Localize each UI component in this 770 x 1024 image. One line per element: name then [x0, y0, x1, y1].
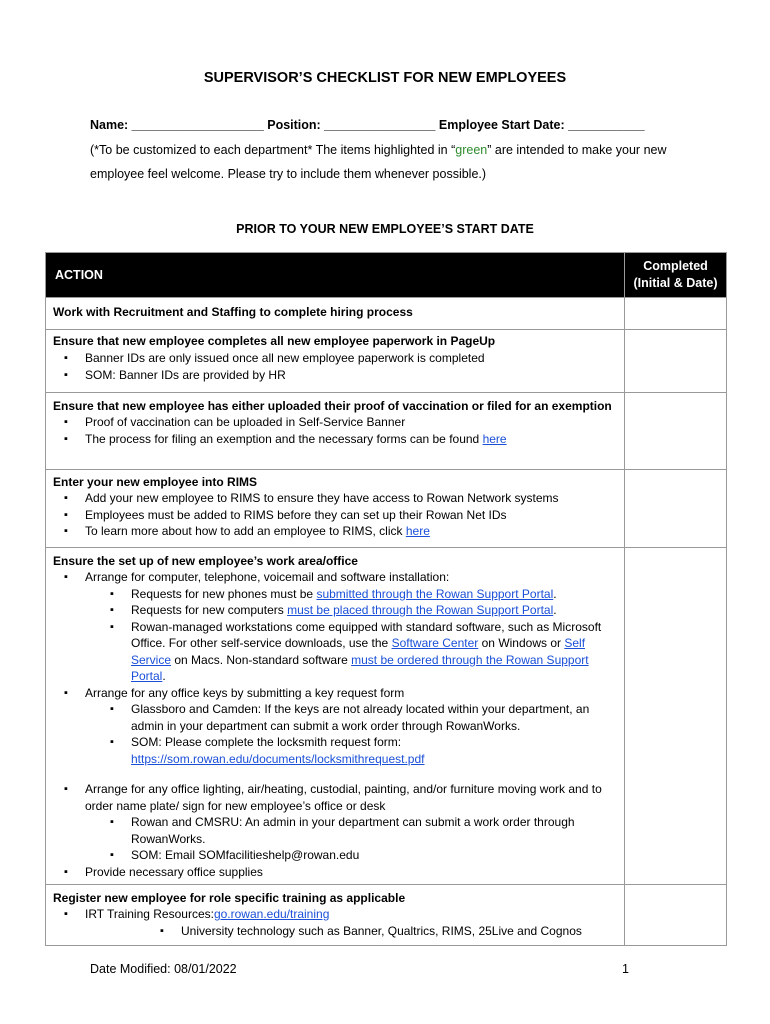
- completed-header-line2: (Initial & Date): [633, 276, 718, 290]
- office-keys-text: Arrange for any office keys by submitting a key request form: [85, 685, 405, 700]
- list-item: ▪ University technology such as Banner, Qualtrics, RIMS, 25Live and Cognos: [85, 923, 617, 940]
- checklist-table: [45, 252, 727, 946]
- list-item: [85, 586, 617, 603]
- completed-cell[interactable]: [625, 393, 727, 470]
- row-title-rims: Enter your new employee into RIMS: [53, 475, 258, 489]
- table-row: [46, 298, 727, 330]
- list-item: ▪ Provide necessary office supplies: [53, 864, 617, 881]
- row-title-training: Register new employee for role specific training as applicable: [53, 891, 406, 905]
- list-item: ▪ Add your new employee to RIMS to ensure they have access to Rowan Network systems: [53, 490, 617, 507]
- action-column-header: ACTION: [46, 253, 625, 298]
- completed-cell[interactable]: [625, 885, 727, 946]
- row-title-paperwork: Ensure that new employee completes all new employee paperwork in PageUp: [53, 334, 496, 348]
- completed-cell[interactable]: [625, 470, 727, 548]
- list-item: [53, 781, 617, 864]
- software-install-text: Arrange for computer, telephone, voicemail and software installation:: [85, 570, 450, 584]
- locksmith-text: SOM: Please complete the locksmith request form:: [131, 735, 402, 749]
- list-item: [53, 569, 617, 685]
- list-item: ▪ Rowan and CMSRU: An admin in your department can submit a work order through RowanWorks.: [85, 814, 617, 847]
- period: .: [162, 669, 166, 683]
- list-item: [85, 602, 617, 619]
- list-item: [53, 685, 617, 768]
- list-item: [85, 619, 617, 685]
- intro-green-word: green: [455, 143, 488, 157]
- self-service-link[interactable]: Self Service: [131, 636, 586, 667]
- page-title: SUPERVISOR’S CHECKLIST FOR NEW EMPLOYEES: [203, 70, 567, 86]
- completed-cell[interactable]: [625, 330, 727, 393]
- list-item: ▪ Employees must be added to RIMS before they can set up their Rowan Net IDs: [53, 507, 617, 524]
- list-item: [53, 431, 617, 448]
- intro-note: [90, 138, 690, 186]
- row-title-vaccination: Ensure that new employee has either uploaded their proof of vaccination or filed for an exemption: [53, 399, 612, 413]
- irt-training-link[interactable]: go.rowan.edu/training: [213, 907, 330, 921]
- table-row: [46, 548, 727, 885]
- list-item: [85, 734, 617, 767]
- list-item: ▪ Banner IDs are only issued once all new employee paperwork is completed: [53, 350, 617, 367]
- date-modified: Date Modified: 08/01/2022: [90, 962, 237, 976]
- rims-here-link[interactable]: here: [405, 524, 430, 538]
- facilities-text: Arrange for any office lighting, air/heating, custodial, painting, and/or furniture moving work and to order name plate/ sign for new employee’s office or desk: [85, 782, 602, 813]
- page-number: 1: [622, 962, 629, 976]
- phones-text: Requests for new phones must be: [131, 586, 317, 601]
- workstation-text-a: Rowan-managed workstations come equipped with standard software, such as Microsoft Office. For other self-service downloads, use the: [131, 619, 602, 650]
- intro-part2: ” are intended to make your new employee feel welcome. Please try to include them whenever possible.): [90, 143, 667, 181]
- completed-cell[interactable]: [625, 548, 727, 885]
- table-row: [46, 393, 727, 470]
- intro-part1: (*To be customized to each department* The items highlighted in “: [90, 143, 456, 157]
- list-item: [53, 906, 617, 939]
- table-row: [46, 470, 727, 548]
- computers-portal-link[interactable]: must be placed through the Rowan Support Portal: [287, 603, 554, 617]
- table-header-row: [46, 253, 727, 298]
- list-item: ▪ Proof of vaccination can be uploaded in Self-Service Banner: [53, 414, 617, 431]
- exemption-text: The process for filing an exemption and the necessary forms can be found: [85, 431, 483, 446]
- table-row: [46, 330, 727, 393]
- row-title-recruitment: Work with Recruitment and Staffing to complete hiring process: [53, 305, 413, 319]
- period: .: [553, 586, 557, 601]
- phones-portal-link[interactable]: submitted through the Rowan Support Portal: [316, 586, 554, 601]
- list-item: ▪ SOM: Email SOMfacilitieshelp@rowan.edu: [85, 847, 617, 864]
- software-center-link[interactable]: Software Center: [391, 636, 479, 650]
- locksmith-form-link[interactable]: https://som.rowan.edu/documents/locksmithrequest.pdf: [131, 751, 425, 766]
- completed-header-line1: Completed: [643, 259, 708, 273]
- period: .: [553, 603, 557, 617]
- computers-text: Requests for new computers: [131, 603, 288, 617]
- workstation-text-b: on Windows or: [478, 636, 565, 650]
- completed-cell[interactable]: [625, 298, 727, 330]
- workstation-text-c: on Macs. Non-standard software: [171, 652, 352, 667]
- list-item: ▪ Glassboro and Camden: If the keys are not already located within your department, an admin in your department can submit a work order through RowanWorks.: [85, 701, 617, 734]
- employee-fields-line: Name: ___________________ Position: ________________ Employee Start Date: ___________: [90, 118, 645, 132]
- list-item: [53, 523, 617, 540]
- completed-column-header: [625, 253, 727, 298]
- rims-learn-text: To learn more about how to add an employee to RIMS, click: [85, 524, 406, 538]
- list-item: ▪ SOM: Banner IDs are provided by HR: [53, 367, 617, 384]
- nonstandard-software-portal-link[interactable]: must be ordered through the Rowan Support Portal: [131, 652, 589, 683]
- row-title-work-area: Ensure the set up of new employee’s work area/office: [53, 554, 358, 568]
- table-row: [46, 885, 727, 946]
- section-heading: PRIOR TO YOUR NEW EMPLOYEE’S START DATE: [236, 222, 534, 236]
- irt-training-text: IRT Training Resources:: [85, 907, 214, 921]
- exemption-here-link[interactable]: here: [482, 431, 507, 446]
